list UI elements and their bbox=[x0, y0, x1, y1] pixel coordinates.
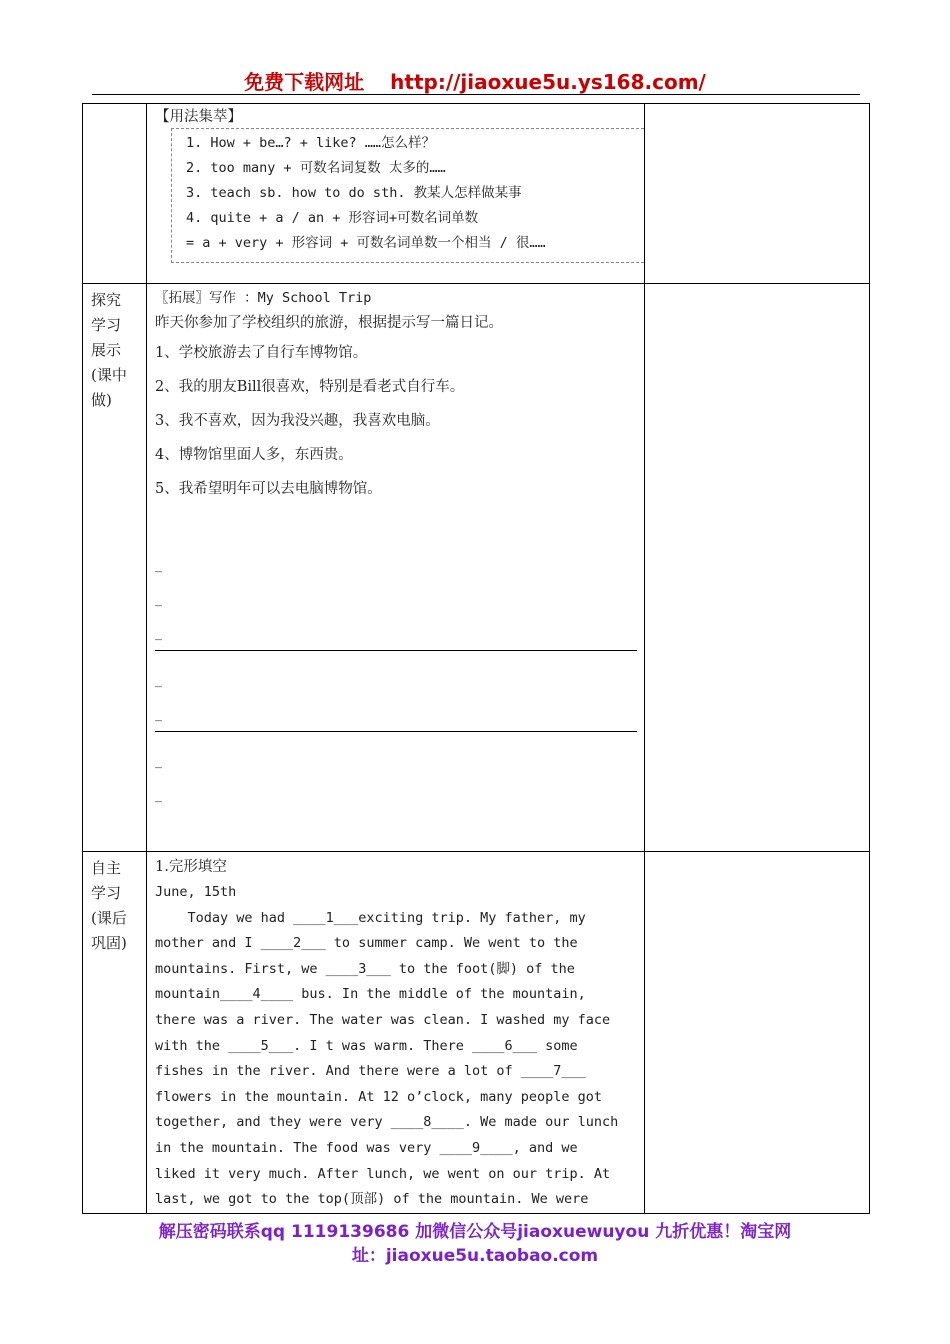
usage-item: 1. How + be…? + like? ……怎么样？ bbox=[186, 135, 436, 151]
page-footer bbox=[90, 1220, 860, 1268]
writing-line[interactable]: _ bbox=[155, 672, 162, 688]
passage-line: flowers in the mountain. At 12 o’clock, many people got bbox=[155, 1088, 603, 1105]
writing-line[interactable]: _ bbox=[155, 591, 162, 607]
header-url[interactable]: http://jiaoxue5u.ys168.com/ bbox=[390, 70, 706, 94]
side-label: 自主 学习 (课后 巩固) bbox=[91, 859, 127, 952]
section-title: 1.完形填空 bbox=[155, 859, 227, 875]
list-item: 1、学校旅游去了自行车博物馆。 bbox=[155, 345, 368, 361]
passage-line: Today we had ____1___exciting trip. My father, my bbox=[155, 909, 586, 926]
passage-line: in the mountain. The food was very ____9____, and we bbox=[155, 1139, 578, 1156]
passage-line: fishes in the river. And there were a lot of ____7___ bbox=[155, 1063, 586, 1080]
usage-cell bbox=[147, 104, 645, 284]
task-intro: 昨天你参加了学校组织的旅游，根据提示写一篇日记。 bbox=[155, 315, 503, 331]
list-item: 2、我的朋友Bill很喜欢，特别是看老式自行车。 bbox=[155, 379, 465, 395]
usage-box bbox=[171, 128, 644, 263]
table-row-usage bbox=[83, 104, 870, 284]
passage-line: with the ____5___. I t was warm. There ____6___ some bbox=[155, 1037, 578, 1054]
side-cell bbox=[83, 852, 147, 1214]
header-title: 免费下载网址 bbox=[244, 70, 365, 94]
writing-cell bbox=[147, 284, 645, 852]
cloze-cell bbox=[147, 852, 645, 1214]
worksheet-table bbox=[82, 103, 870, 1214]
notes-cell bbox=[645, 852, 870, 1214]
usage-item: 4. quite + a / an + 形容词+可数名词单数 bbox=[186, 210, 479, 226]
writing-rule[interactable] bbox=[155, 650, 637, 651]
notes-cell bbox=[645, 104, 870, 284]
list-item: 4、博物馆里面人多，东西贵。 bbox=[155, 447, 353, 463]
passage-line: mother and I ____2___ to summer camp. We went to the bbox=[155, 935, 578, 952]
header-rule bbox=[92, 94, 860, 95]
side-label: 探究 学习 展示 (课中 做) bbox=[91, 291, 127, 409]
passage bbox=[155, 906, 638, 1213]
notes-cell bbox=[645, 284, 870, 852]
passage-line: mountains. First, we ____3___ to the foot(脚) of the bbox=[155, 960, 575, 977]
passage-line: there was a river. The water was clean. I washed my face bbox=[155, 1011, 611, 1028]
footer-line[interactable]: 址：jiaoxue5u.taobao.com bbox=[351, 1246, 599, 1266]
table-row-writing bbox=[83, 284, 870, 852]
list-item: 5、我希望明年可以去电脑博物馆。 bbox=[155, 481, 382, 497]
footer-line: 解压密码联系qq 1119139686 加微信公众号jiaoxuewuyou 九折优惠！淘宝网 bbox=[158, 1222, 792, 1242]
usage-item: = a + very + 形容词 + 可数名词单数一个相当 / 很…… bbox=[186, 235, 546, 251]
writing-line[interactable]: _ bbox=[155, 787, 162, 803]
usage-title: 【用法集萃】 bbox=[155, 109, 242, 125]
passage-line: together, and they were very ____8____. We made our lunch bbox=[155, 1114, 619, 1131]
side-cell bbox=[83, 284, 147, 852]
writing-rule[interactable] bbox=[155, 731, 637, 732]
list-item: 3、我不喜欢，因为我没兴趣，我喜欢电脑。 bbox=[155, 413, 440, 429]
task-title: 〖拓展〗写作 ：My School Trip bbox=[155, 290, 372, 306]
passage-line: last, we got to the top(顶部) of the mountain. We were bbox=[155, 1191, 589, 1208]
passage-line: liked it very much. After lunch, we went on our trip. At bbox=[155, 1165, 611, 1182]
passage-date: June, 15th bbox=[155, 884, 237, 900]
usage-item: 3. teach sb. how to do sth. 教某人怎样做某事 bbox=[186, 185, 522, 201]
writing-line[interactable]: _ bbox=[155, 557, 162, 573]
writing-line[interactable]: _ bbox=[155, 706, 162, 722]
page-header bbox=[0, 66, 950, 95]
passage-line: mountain____4____ bus. In the middle of the mountain, bbox=[155, 986, 586, 1003]
usage-item: 2. too many + 可数名词复数 太多的…… bbox=[186, 160, 446, 176]
table-row-cloze bbox=[83, 852, 870, 1214]
writing-line[interactable]: _ bbox=[155, 625, 162, 641]
side-cell-empty bbox=[83, 104, 147, 284]
writing-line[interactable]: _ bbox=[155, 753, 162, 769]
